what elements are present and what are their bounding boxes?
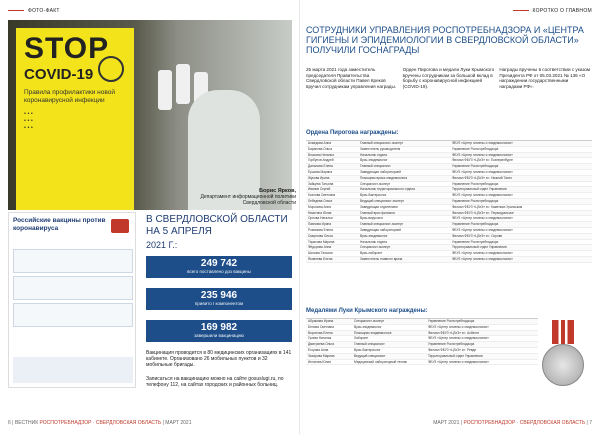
- awardee-position: Помощник врача-эпидемиолога: [360, 175, 408, 180]
- flyer-logo: [111, 219, 129, 233]
- awardee-organization: Управление Роспотребнадзора: [452, 222, 499, 227]
- awardee-organization: Филиал ФБУЗ «ЦГиЭ» в г. Асбесте: [428, 330, 480, 335]
- awardee-organization: Филиал ФБУЗ «ЦГиЭ» в г. Нижний Тагил: [452, 175, 512, 180]
- awardee-organization: ФБУЗ «Центр гигиены и эпидемиологии»: [428, 359, 489, 364]
- awardee-name: Воронова Елена: [308, 330, 333, 335]
- awardee-name: Игнатова Юлия: [308, 359, 331, 364]
- awardee-organization: ФБУЗ «Центр гигиены и эпидемиологии»: [428, 336, 489, 341]
- flyer-blocks: [13, 249, 133, 330]
- section-pirogov: Ордена Пирогова награждены:: [306, 130, 399, 136]
- awardee-name: Данилова Елена: [308, 164, 333, 169]
- awardee-name: Захарова Марина: [308, 353, 335, 358]
- poster-subtitle: Правила профилактики новой коронавирусной инфекции: [24, 89, 115, 104]
- awardee-name: Белова Светлана: [308, 324, 334, 329]
- folio-right: МАРТ 2021 | РОСПОТРЕБНАДЗОР · СВЕРДЛОВСКАЯ ОБЛАСТЬ | 7: [433, 420, 592, 426]
- awardee-position: Главный специалист-эксперт: [360, 141, 404, 145]
- awardee-name: Тарасова Марина: [308, 239, 335, 244]
- awardee-position: Заведующая лабораторией: [360, 169, 401, 174]
- awardee-organization: ФБУЗ «Центр гигиены и эпидемиологии»: [452, 152, 513, 157]
- awardee-position: Специалист-эксперт: [354, 319, 385, 323]
- stat-completed: [146, 320, 292, 342]
- awardee-name: Гусева Наталья: [308, 336, 332, 341]
- awardee-position: Врач-бактериолог: [360, 193, 387, 198]
- awardee-organization: ФБУЗ «Центр гигиены и эпидемиологии»: [452, 256, 513, 261]
- awardee-organization: Территориальный отдел Управления: [452, 187, 507, 192]
- awardee-position: Начальник территориального отдела: [360, 187, 415, 192]
- awardee-name: Власова Наталья: [308, 152, 334, 157]
- section-krymsky: Медалями Луки Крымского награждены:: [306, 308, 428, 314]
- awardee-name: Дмитриева Ольга: [308, 342, 335, 347]
- rubric-right: КОРОТКО О ГЛАВНОМ: [513, 8, 592, 14]
- awardee-position: Ведущий специалист: [354, 353, 386, 358]
- awardee-name: Шилова Татьяна: [308, 251, 333, 256]
- intro-column-3: Награды вручены в соответствии с указом Президента РФ от 05.03.2021 № 136 «О награждении государственными наградами РФ».: [499, 67, 591, 89]
- awardee-name: Яковлева Елена: [308, 256, 333, 261]
- awardee-organization: ФБУЗ «Центр гигиены и эпидемиологии»: [428, 324, 489, 329]
- stat-first-component: [146, 288, 292, 310]
- folio-left: 6 | ВЕСТНИК РОСПОТРЕБНАДЗОР · СВЕРДЛОВСКАЯ ОБЛАСТЬ | МАРТ 2021: [8, 420, 192, 426]
- awardee-position: Специалист-эксперт: [360, 181, 391, 186]
- rubric-left: ФОТО-ФАКТ: [8, 8, 60, 14]
- article-headline: СОТРУДНИКИ УПРАВЛЕНИЯ РОСПОТРЕБНАДЗОРА И «ЦЕНТРА ГИГИЕНЫ И ЭПИДЕМИОЛОГИИ В СВЕРДЛОВСКОЙ ОБЛАСТИ» ПОЛУЧИЛИ ГОСНАГРАДЫ: [306, 25, 584, 55]
- awardee-name: Егорова Анна: [308, 347, 329, 352]
- awardee-position: Главный специалист-эксперт: [360, 222, 404, 227]
- awardee-name: Павлова Ирина: [308, 222, 332, 227]
- awardee-position: Врач-эпидемиолог: [360, 233, 388, 238]
- awardee-position: Медицинский лабораторный техник: [354, 359, 407, 364]
- poster-stop: STOP: [24, 32, 110, 65]
- table-row: [306, 360, 538, 366]
- stats-note-2: Записаться на вакцинацию можно на сайте gosuslugi.ru, по телефону 112, на сайтах городских и районных больниц.: [146, 376, 284, 388]
- awardee-position: Ведущий специалист-эксперт: [360, 198, 404, 203]
- flyer-title: Российские вакцины против коронавируса: [13, 217, 106, 232]
- awardee-position: Лаборант: [354, 336, 369, 341]
- awardee-position: Заместитель руководителя: [360, 146, 401, 151]
- awardee-name: Лебедева Ольга: [308, 198, 333, 203]
- awardee-name: Баранова Ольга: [308, 146, 333, 151]
- awardee-position: Помощник эпидемиолога: [354, 330, 392, 335]
- awardee-position: Главный врач филиала: [360, 210, 395, 215]
- virus-icon: [98, 56, 124, 82]
- stat-value: 169 982: [200, 322, 238, 333]
- awardee-position: Врач-бактериолог: [354, 347, 381, 352]
- awardee-name: Ахмедова Анна: [308, 141, 331, 145]
- stat-delivered: [146, 256, 292, 278]
- covid-poster: [16, 28, 134, 210]
- awardee-organization: Управление Роспотребнадзора: [428, 342, 475, 347]
- awardee-name: Абрамова Ирина: [308, 319, 334, 323]
- poster-covid: COVID-19: [24, 66, 94, 83]
- awardee-organization: Территориальный отдел Управления: [428, 353, 483, 358]
- awardee-position: Начальник отдела: [360, 152, 387, 157]
- awardee-name: Жукова Ирина: [308, 175, 330, 180]
- awardee-organization: Филиал ФБУЗ «ЦГиЭ» в г. Ревде: [428, 347, 477, 352]
- awardee-organization: ФБУЗ «Центр гигиены и эпидемиологии»: [452, 216, 513, 221]
- medal-image: [540, 320, 586, 398]
- awardee-name: Романова Елена: [308, 227, 333, 232]
- awardee-position: Врач-эпидемиолог: [354, 324, 382, 329]
- medal-disc: [542, 344, 584, 386]
- awardee-organization: Территориальный отдел Управления: [452, 245, 507, 250]
- awardee-position: Главный специалист: [354, 342, 385, 347]
- stat-label: всего поставлено доз вакцины: [187, 269, 251, 274]
- krymsky-table: [306, 318, 538, 365]
- stat-value: 235 946: [200, 290, 238, 301]
- awardee-name: Иванов Сергей: [308, 187, 331, 192]
- flyer-footer: [13, 357, 133, 383]
- awardee-position: Врач-эпидемиолог: [360, 158, 388, 163]
- awardee-position: Главный специалист: [360, 164, 391, 169]
- awardee-position: Врач-лаборант: [360, 251, 383, 256]
- article-intro: [306, 67, 592, 89]
- stats-date: 2021 Г.:: [146, 240, 178, 250]
- stat-label: привито I компонентом: [194, 301, 244, 306]
- awardee-position: Врач-вирусолог: [360, 216, 384, 221]
- table-row: [306, 257, 592, 263]
- awardee-name: Ершова Марина: [308, 169, 333, 174]
- poster-rules: • • • • • • • • •: [24, 111, 33, 131]
- stats-note-1: Вакцинация проводится в 80 медицинских организациях в 141 кабинете. Организовано 26 мобильных пунктов и 32 мобильные бригады.: [146, 350, 292, 368]
- pirogov-table: [306, 140, 592, 263]
- intro-column-2: Орден Пирогова и медали Луки Крымского вручены сотрудникам за большой вклад в борьбу с коронавирусной инфекцией (COVID-19).: [402, 67, 495, 89]
- awardee-organization: Филиал ФБУЗ «ЦГиЭ» в г. Первоуральске: [452, 210, 514, 215]
- stat-label: завершили вакцинацию: [194, 333, 244, 338]
- medal-ribbon: [552, 320, 574, 344]
- awardee-name: Козлова Светлана: [308, 193, 336, 198]
- awardee-position: Заведующая отделением: [360, 204, 398, 209]
- awardee-name: Морозова Анна: [308, 204, 331, 209]
- vaccines-flyer: [8, 212, 136, 388]
- awardee-name: Смирнова Ольга: [308, 233, 333, 238]
- stats-heading: В СВЕРДЛОВСКОЙ ОБЛАСТИ НА 5 АПРЕЛЯ 2021 Г.:: [146, 214, 292, 251]
- awardee-organization: Управление Роспотребнадзора: [452, 239, 499, 244]
- awardee-organization: Управление Роспотребнадзора: [452, 181, 499, 186]
- awardee-position: Начальник отдела: [360, 239, 387, 244]
- awardee-name: Фёдорова Анна: [308, 245, 332, 250]
- awardee-name: Орлова Наталья: [308, 216, 333, 221]
- photo-caption: [200, 188, 296, 206]
- lead-photo: [8, 20, 296, 210]
- awardee-organization: Управление Роспотребнадзора: [452, 164, 499, 169]
- awardee-organization: Управление Роспотребнадзора: [452, 198, 499, 203]
- caption-role: Департамент информационной политики Свердловской области: [200, 194, 296, 206]
- awardee-name: Горбунов Андрей: [308, 158, 334, 163]
- intro-column-1: 25 марта 2021 года заместитель председателя Правительства Свердловской области Павел Креков вручил сотрудникам управления награды.: [306, 67, 397, 89]
- awardee-organization: ФБУЗ «Центр гигиены и эпидемиологии»: [452, 193, 513, 198]
- awardee-organization: Управление Роспотребнадзора: [428, 319, 475, 323]
- awardee-organization: Филиал ФБУЗ «ЦГиЭ» в г. Серове: [452, 233, 503, 238]
- awardee-organization: ФБУЗ «Центр гигиены и эпидемиологии»: [452, 251, 513, 256]
- awardee-organization: ФБУЗ «Центр гигиены и эпидемиологии»: [452, 227, 513, 232]
- awardee-name: Никитина Юлия: [308, 210, 332, 215]
- awardee-position: Специалист-эксперт: [360, 245, 391, 250]
- awardee-organization: Управление Роспотребнадзора: [452, 146, 499, 151]
- awardee-position: Заместитель главного врача: [360, 256, 403, 261]
- awardee-organization: Филиал ФБУЗ «ЦГиЭ» в г. Екатеринбурге: [452, 158, 513, 163]
- caption-name: Борис Ярков,: [259, 188, 296, 194]
- awardee-organization: ФБУЗ «Центр гигиены и эпидемиологии»: [452, 141, 513, 145]
- awardee-organization: ФБУЗ «Центр гигиены и эпидемиологии»: [452, 169, 513, 174]
- awardee-position: Заведующая лабораторией: [360, 227, 401, 232]
- awardee-name: Зайцева Татьяна: [308, 181, 334, 186]
- stat-value: 249 742: [200, 258, 238, 269]
- awardee-organization: Филиал ФБУЗ «ЦГиЭ» в г. Каменске-Уральском: [452, 204, 523, 209]
